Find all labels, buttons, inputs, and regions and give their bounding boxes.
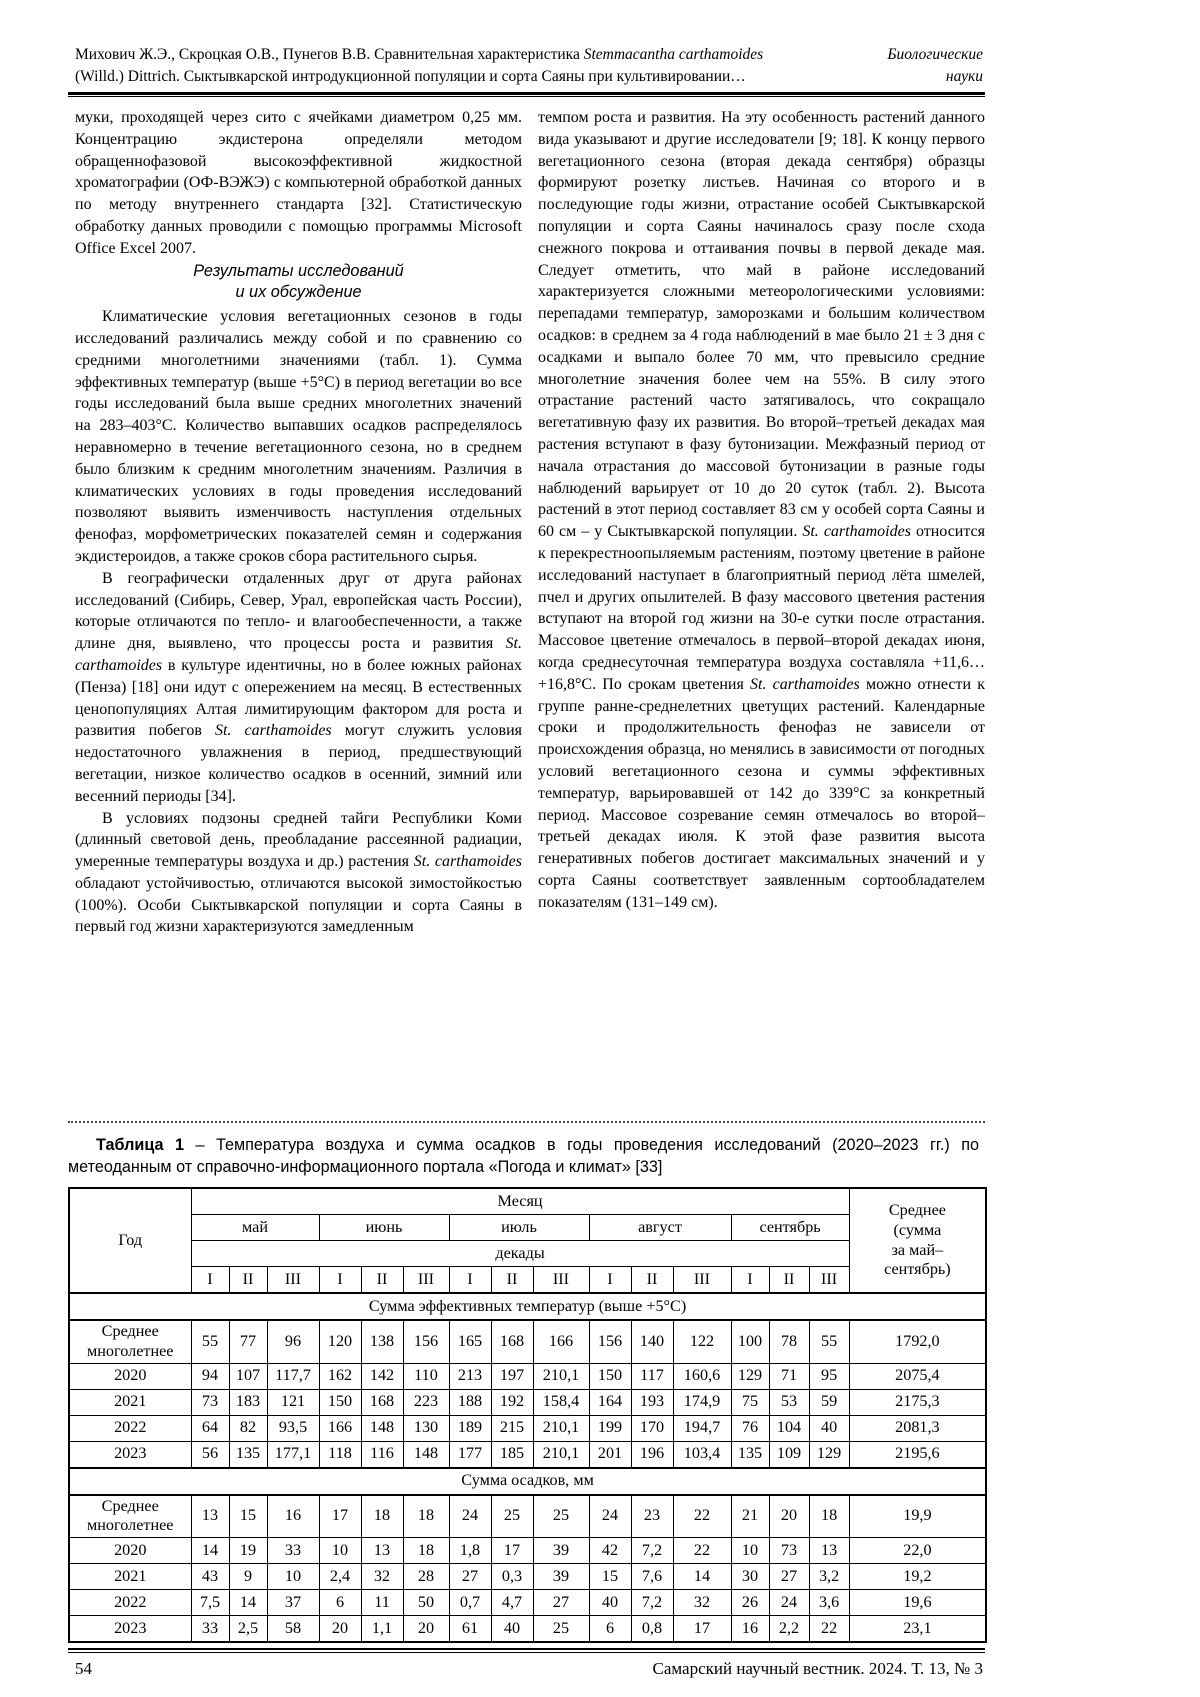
data-cell: 20 bbox=[403, 1616, 449, 1643]
text-run: В географически отдаленных друг от друга районах исследований (Сибирь, Север, Урал, европейская часть России), которые отличаются по тепло- и влагообеспеченности, а также длине дня, выявлено, что процессы роста и развития bbox=[75, 569, 522, 653]
data-cell: 162 bbox=[319, 1363, 361, 1389]
month-header: сентябрь bbox=[731, 1215, 849, 1241]
decade-header: I bbox=[731, 1267, 769, 1294]
table-caption-text: – Температура воздуха и сумма осадков в годы проведения исследований (2020–2023 гг.) по метеоданным от справочно-информационного портала «Погода и климат» [33] bbox=[68, 1136, 980, 1176]
data-cell: 164 bbox=[589, 1389, 631, 1415]
text-run: можно отнести к группе ранне-среднелетних цветущих растений. Календарные сроки и продолжительность фенофаз не зависели от происхождения образца, но менялись в зависимости от погодных условий вегетационного сезона и суммы эффективных температур, варьировавшей от 142 до 339°С за конкретный период. Массовое созревание семян отмечалось во второй–третьей декадах июля. К этой фазе развития высота генеративных побегов достигает максимальных значений и у сорта Саяны соответствует заявленным сортообладателем показателям (131–149 см). bbox=[538, 675, 985, 911]
data-cell: 2,4 bbox=[319, 1564, 361, 1590]
data-cell: 93,5 bbox=[267, 1415, 319, 1441]
header-rule bbox=[68, 92, 985, 97]
data-cell: 0,7 bbox=[449, 1590, 491, 1616]
data-cell: 13 bbox=[361, 1538, 403, 1564]
data-cell: 59 bbox=[809, 1389, 849, 1415]
section-title: Сумма эффективных температур (выше +5°С) bbox=[69, 1293, 986, 1320]
table-row bbox=[69, 1363, 986, 1389]
decade-header: III bbox=[267, 1267, 319, 1294]
right-column bbox=[538, 107, 985, 1011]
body-columns bbox=[68, 107, 985, 1011]
paper-page bbox=[68, 44, 985, 1679]
data-cell: 140 bbox=[631, 1320, 673, 1363]
data-cell: 37 bbox=[267, 1590, 319, 1616]
species-name: St. carthamoides bbox=[750, 675, 860, 693]
month-header: август bbox=[589, 1215, 731, 1241]
year-column-header: Год bbox=[69, 1188, 191, 1293]
data-cell: 32 bbox=[361, 1564, 403, 1590]
running-header-section bbox=[848, 44, 983, 88]
year-cell: 2020 bbox=[69, 1363, 191, 1389]
data-cell: 78 bbox=[769, 1320, 809, 1363]
data-cell: 117 bbox=[631, 1363, 673, 1389]
mean-column-header: Среднее (сумма за май– сентябрь) bbox=[849, 1188, 986, 1293]
footer-rule bbox=[68, 1648, 985, 1653]
mean-cell: 19,6 bbox=[849, 1590, 986, 1616]
decade-header: I bbox=[449, 1267, 491, 1294]
text-run: темпом роста и развития. На эту особенность растений данного вида указывают и другие исследователи [9; 18]. К концу первого вегетационного сезона (вторая декада сентября) образцы формируют розетку листьев. Начиная со второго и в последующие годы жизни, отрастание особей Сыктывкарской популяции и сорта Саяны начиналось сразу после схода снежного покрова и оттаивания почвы в первой декаде мая. Следует отметить, что май в районе исследований характеризуется сложными метеорологическими условиями: перепадами температур, заморозками и большим количеством осадков: в среднем за 4 года наблюдений в мае было 21 ± 3 дня с осадками и выпало более 70 мм, что превысило средние многолетние значения более чем на 55%. В силу этого отрастание растений часто затягивалось, что сокращало вегетативную фазу их развития. Во второй–третьей декадах мая растения вступают в фазу бутонизации. Межфазный период от начала отрастания до массовой бутонизации в разные годы наблюдений варьирует от 10 до 20 суток (табл. 2). Высота растений в этот период составляет 83 см у особей сорта Саяны и 60 см – у Сыктывкарской популяции. bbox=[538, 109, 985, 541]
data-cell: 188 bbox=[449, 1389, 491, 1415]
year-cell: 2021 bbox=[69, 1564, 191, 1590]
data-cell: 56 bbox=[191, 1441, 229, 1468]
month-group-header: Месяц bbox=[191, 1188, 849, 1215]
data-cell: 14 bbox=[673, 1564, 731, 1590]
text-run: могут служить условия недостаточного увлажнения в период, предшествующий вегетации, низкое количество осадков в осенний, зимний или весенний периоды [34]. bbox=[75, 722, 522, 805]
data-cell: 17 bbox=[319, 1495, 361, 1538]
data-cell: 122 bbox=[673, 1320, 731, 1363]
data-cell: 39 bbox=[533, 1538, 589, 1564]
data-cell: 7,2 bbox=[631, 1590, 673, 1616]
table-header-row bbox=[69, 1188, 986, 1215]
data-cell: 16 bbox=[267, 1495, 319, 1538]
data-cell: 20 bbox=[319, 1616, 361, 1643]
data-cell: 215 bbox=[491, 1415, 533, 1441]
data-cell: 53 bbox=[769, 1389, 809, 1415]
data-cell: 71 bbox=[769, 1363, 809, 1389]
page-footer bbox=[68, 1659, 985, 1679]
data-cell: 24 bbox=[589, 1495, 631, 1538]
month-header: июнь bbox=[319, 1215, 449, 1241]
year-cell: Среднее многолетнее bbox=[69, 1320, 191, 1363]
mean-cell: 22,0 bbox=[849, 1538, 986, 1564]
data-cell: 40 bbox=[809, 1415, 849, 1441]
decade-header: II bbox=[361, 1267, 403, 1294]
paragraph bbox=[538, 107, 985, 913]
month-header: май bbox=[191, 1215, 319, 1241]
decades-label-row bbox=[69, 1241, 986, 1267]
section-heading-line: Результаты исследований bbox=[193, 261, 404, 280]
decade-header: II bbox=[491, 1267, 533, 1294]
data-cell: 27 bbox=[769, 1564, 809, 1590]
paragraph bbox=[75, 107, 522, 260]
data-cell: 76 bbox=[731, 1415, 769, 1441]
decade-header: III bbox=[673, 1267, 731, 1294]
data-cell: 15 bbox=[589, 1564, 631, 1590]
data-cell: 58 bbox=[267, 1616, 319, 1643]
table-separator-rule bbox=[68, 1121, 985, 1123]
data-cell: 21 bbox=[731, 1495, 769, 1538]
data-cell: 23 bbox=[631, 1495, 673, 1538]
data-cell: 18 bbox=[403, 1538, 449, 1564]
data-cell: 213 bbox=[449, 1363, 491, 1389]
text-run: Михович Ж.Э., Скроцкая О.В., Пунегов В.В. Сравнительная характеристика bbox=[75, 46, 584, 63]
data-cell: 33 bbox=[267, 1538, 319, 1564]
data-cell: 1,8 bbox=[449, 1538, 491, 1564]
running-header bbox=[68, 44, 985, 88]
page-number: 54 bbox=[75, 1659, 92, 1679]
data-cell: 43 bbox=[191, 1564, 229, 1590]
data-cell: 196 bbox=[631, 1441, 673, 1468]
data-cell: 109 bbox=[769, 1441, 809, 1468]
table-row bbox=[69, 1415, 986, 1441]
data-cell: 25 bbox=[533, 1616, 589, 1643]
data-cell: 73 bbox=[769, 1538, 809, 1564]
year-cell: 2021 bbox=[69, 1389, 191, 1415]
data-cell: 3,2 bbox=[809, 1564, 849, 1590]
data-cell: 73 bbox=[191, 1389, 229, 1415]
data-cell: 110 bbox=[403, 1363, 449, 1389]
data-cell: 15 bbox=[229, 1495, 267, 1538]
table-row bbox=[69, 1590, 986, 1616]
data-cell: 13 bbox=[809, 1538, 849, 1564]
data-cell: 28 bbox=[403, 1564, 449, 1590]
data-cell: 170 bbox=[631, 1415, 673, 1441]
data-cell: 26 bbox=[731, 1590, 769, 1616]
data-cell: 95 bbox=[809, 1363, 849, 1389]
decade-header: I bbox=[319, 1267, 361, 1294]
data-cell: 2,5 bbox=[229, 1616, 267, 1643]
text-run: В условиях подзоны средней тайги Республики Коми (длинный световой день, преобладание рассеянной радиации, умеренные температуры воздуха и др.) растения bbox=[75, 809, 522, 871]
data-cell: 0,3 bbox=[491, 1564, 533, 1590]
data-cell: 148 bbox=[361, 1415, 403, 1441]
species-name: St. carthamoides bbox=[413, 853, 523, 871]
decade-header: I bbox=[191, 1267, 229, 1294]
decade-header: III bbox=[533, 1267, 589, 1294]
data-cell: 201 bbox=[589, 1441, 631, 1468]
data-cell: 16 bbox=[731, 1616, 769, 1643]
data-cell: 10 bbox=[319, 1538, 361, 1564]
section-title-row bbox=[69, 1468, 986, 1495]
data-cell: 160,6 bbox=[673, 1363, 731, 1389]
decade-header: III bbox=[809, 1267, 849, 1294]
table-row bbox=[69, 1441, 986, 1468]
mean-cell: 2175,3 bbox=[849, 1389, 986, 1415]
mean-cell: 2075,4 bbox=[849, 1363, 986, 1389]
decades-label: декады bbox=[191, 1241, 849, 1267]
section-title: Сумма осадков, мм bbox=[69, 1468, 986, 1495]
data-cell: 117,7 bbox=[267, 1363, 319, 1389]
data-cell: 177 bbox=[449, 1441, 491, 1468]
data-cell: 22 bbox=[673, 1538, 731, 1564]
data-cell: 194,7 bbox=[673, 1415, 731, 1441]
data-cell: 10 bbox=[267, 1564, 319, 1590]
data-cell: 14 bbox=[191, 1538, 229, 1564]
data-cell: 82 bbox=[229, 1415, 267, 1441]
decade-header: II bbox=[229, 1267, 267, 1294]
mean-cell: 23,1 bbox=[849, 1616, 986, 1643]
data-cell: 94 bbox=[191, 1363, 229, 1389]
data-cell: 55 bbox=[809, 1320, 849, 1363]
text-run: в культуре идентичны, но в более южных районах (Пенза) [18] они идут с опережением на месяц. В естественных ценопопуляциях Алтая лимитирующим фактором для роста и развития побегов bbox=[75, 656, 522, 740]
table-row bbox=[69, 1538, 986, 1564]
data-cell: 165 bbox=[449, 1320, 491, 1363]
data-cell: 199 bbox=[589, 1415, 631, 1441]
data-cell: 50 bbox=[403, 1590, 449, 1616]
year-cell: 2022 bbox=[69, 1590, 191, 1616]
species-name: Stemmacantha carthamoides bbox=[583, 46, 764, 63]
data-cell: 17 bbox=[491, 1538, 533, 1564]
data-cell: 185 bbox=[491, 1441, 533, 1468]
left-column bbox=[75, 107, 522, 1011]
data-cell: 192 bbox=[491, 1389, 533, 1415]
month-header: июль bbox=[449, 1215, 589, 1241]
running-header-line1 bbox=[75, 44, 848, 66]
data-cell: 148 bbox=[403, 1441, 449, 1468]
data-cell: 96 bbox=[267, 1320, 319, 1363]
data-cell: 18 bbox=[361, 1495, 403, 1538]
running-header-title bbox=[75, 44, 848, 88]
data-cell: 6 bbox=[589, 1616, 631, 1643]
decade-header: II bbox=[769, 1267, 809, 1294]
table-row bbox=[69, 1495, 986, 1538]
text-run: муки, проходящей через сито с ячейками диаметром 0,25 мм. Концентрацию экдистерона определяли методом обращеннофазовой высокоэффективной жидкостной хроматографии (ОФ-ВЭЖЭ) с компьютерной обработкой данных по методу внутреннего стандарта [32]. Статистическую обработку данных проводили с помощью программы Microsoft Office Excel 2007. bbox=[75, 109, 522, 257]
data-cell: 55 bbox=[191, 1320, 229, 1363]
data-cell: 183 bbox=[229, 1389, 267, 1415]
year-cell: 2022 bbox=[69, 1415, 191, 1441]
data-cell: 135 bbox=[229, 1441, 267, 1468]
paragraph bbox=[75, 568, 522, 808]
climate-table bbox=[68, 1187, 987, 1643]
data-cell: 156 bbox=[403, 1320, 449, 1363]
running-header-line2 bbox=[75, 66, 848, 88]
data-cell: 223 bbox=[403, 1389, 449, 1415]
year-cell: 2020 bbox=[69, 1538, 191, 1564]
data-cell: 7,2 bbox=[631, 1538, 673, 1564]
data-cell: 17 bbox=[673, 1616, 731, 1643]
data-cell: 0,8 bbox=[631, 1616, 673, 1643]
data-cell: 1,1 bbox=[361, 1616, 403, 1643]
months-row bbox=[69, 1215, 986, 1241]
data-cell: 150 bbox=[589, 1363, 631, 1389]
mean-cell: 19,9 bbox=[849, 1495, 986, 1538]
data-cell: 9 bbox=[229, 1564, 267, 1590]
data-cell: 107 bbox=[229, 1363, 267, 1389]
data-cell: 40 bbox=[491, 1616, 533, 1643]
data-cell: 135 bbox=[731, 1441, 769, 1468]
data-cell: 104 bbox=[769, 1415, 809, 1441]
data-cell: 189 bbox=[449, 1415, 491, 1441]
data-cell: 27 bbox=[449, 1564, 491, 1590]
mean-cell: 1792,0 bbox=[849, 1320, 986, 1363]
data-cell: 210,1 bbox=[533, 1363, 589, 1389]
data-cell: 142 bbox=[361, 1363, 403, 1389]
table-row bbox=[69, 1320, 986, 1363]
data-cell: 64 bbox=[191, 1415, 229, 1441]
data-cell: 25 bbox=[533, 1495, 589, 1538]
data-cell: 210,1 bbox=[533, 1441, 589, 1468]
text-run: (Willd.) Dittrich. Сыктывкарской интродукционной популяции и сорта Саяны при культивировании… bbox=[75, 68, 746, 85]
table-row bbox=[69, 1564, 986, 1590]
data-cell: 174,9 bbox=[673, 1389, 731, 1415]
data-cell: 177,1 bbox=[267, 1441, 319, 1468]
data-cell: 32 bbox=[673, 1590, 731, 1616]
data-cell: 22 bbox=[809, 1616, 849, 1643]
data-cell: 13 bbox=[191, 1495, 229, 1538]
data-cell: 27 bbox=[533, 1590, 589, 1616]
decade-header: II bbox=[631, 1267, 673, 1294]
data-cell: 118 bbox=[319, 1441, 361, 1468]
data-cell: 7,6 bbox=[631, 1564, 673, 1590]
section-name-line1: Биологические bbox=[887, 46, 983, 63]
table-caption-label: Таблица 1 bbox=[96, 1136, 184, 1154]
data-cell: 25 bbox=[491, 1495, 533, 1538]
decade-header: I bbox=[589, 1267, 631, 1294]
data-cell: 33 bbox=[191, 1616, 229, 1643]
species-name: St. carthamoides bbox=[802, 523, 911, 541]
data-cell: 18 bbox=[403, 1495, 449, 1538]
data-cell: 18 bbox=[809, 1495, 849, 1538]
species-name: St. carthamoides bbox=[214, 722, 332, 740]
data-cell: 129 bbox=[731, 1363, 769, 1389]
data-cell: 40 bbox=[589, 1590, 631, 1616]
data-cell: 19 bbox=[229, 1538, 267, 1564]
data-cell: 4,7 bbox=[491, 1590, 533, 1616]
data-cell: 24 bbox=[449, 1495, 491, 1538]
data-cell: 166 bbox=[533, 1320, 589, 1363]
year-cell: 2023 bbox=[69, 1616, 191, 1643]
data-cell: 2,2 bbox=[769, 1616, 809, 1643]
year-cell: Среднее многолетнее bbox=[69, 1495, 191, 1538]
mean-cell: 2195,6 bbox=[849, 1441, 986, 1468]
data-cell: 116 bbox=[361, 1441, 403, 1468]
data-cell: 168 bbox=[361, 1389, 403, 1415]
data-cell: 14 bbox=[229, 1590, 267, 1616]
data-cell: 6 bbox=[319, 1590, 361, 1616]
data-cell: 75 bbox=[731, 1389, 769, 1415]
table-caption bbox=[68, 1135, 985, 1178]
data-cell: 210,1 bbox=[533, 1415, 589, 1441]
data-cell: 138 bbox=[361, 1320, 403, 1363]
data-cell: 103,4 bbox=[673, 1441, 731, 1468]
mean-cell: 2081,3 bbox=[849, 1415, 986, 1441]
data-cell: 7,5 bbox=[191, 1590, 229, 1616]
data-cell: 10 bbox=[731, 1538, 769, 1564]
data-cell: 11 bbox=[361, 1590, 403, 1616]
section-title-row bbox=[69, 1293, 986, 1320]
species-name: St. carthamoides bbox=[75, 635, 522, 674]
data-cell: 77 bbox=[229, 1320, 267, 1363]
data-cell: 193 bbox=[631, 1389, 673, 1415]
data-cell: 129 bbox=[809, 1441, 849, 1468]
table-row bbox=[69, 1389, 986, 1415]
journal-reference: Самарский научный вестник. 2024. Т. 13, № 3 bbox=[652, 1659, 983, 1679]
decade-header: III bbox=[403, 1267, 449, 1294]
text-run: относится к перекрестноопыляемым растениям, поэтому цветение в районе исследований наступает в благоприятный период лёта шмелей, пчел и других опылителей. В фазу массового цветения растения вступают на второй год жизни на 30-е сутки после отрастания. Массовое цветение отмечалось в первой–второй декадах июня, когда среднесуточная температура воздуха составляла +11,6…+16,8°С. По срокам цветения bbox=[538, 523, 985, 693]
section-heading-line: и их обсуждение bbox=[235, 283, 362, 302]
data-cell: 24 bbox=[769, 1590, 809, 1616]
data-cell: 30 bbox=[731, 1564, 769, 1590]
data-cell: 156 bbox=[589, 1320, 631, 1363]
decade-numbers-row bbox=[69, 1267, 986, 1294]
data-cell: 39 bbox=[533, 1564, 589, 1590]
paragraph bbox=[75, 306, 522, 568]
section-name-line2: науки bbox=[945, 68, 983, 85]
mean-cell: 19,2 bbox=[849, 1564, 986, 1590]
section-heading bbox=[75, 261, 522, 305]
data-cell: 166 bbox=[319, 1415, 361, 1441]
text-run: обладают устойчивостью, отличаются высокой зимостойкостью (100%). Особи Сыктывкарской популяции и сорта Саяны в первый год жизни характеризуются замедленным bbox=[75, 874, 522, 936]
data-cell: 3,6 bbox=[809, 1590, 849, 1616]
paragraph bbox=[75, 808, 522, 939]
data-cell: 121 bbox=[267, 1389, 319, 1415]
data-cell: 20 bbox=[769, 1495, 809, 1538]
data-cell: 150 bbox=[319, 1389, 361, 1415]
data-cell: 158,4 bbox=[533, 1389, 589, 1415]
data-cell: 42 bbox=[589, 1538, 631, 1564]
data-cell: 197 bbox=[491, 1363, 533, 1389]
text-run: Климатические условия вегетационных сезонов в годы исследований различались между собой и по сравнению со средними многолетними значениями (табл. 1). Сумма эффективных температур (выше +5°С) в период вегетации во все годы исследований была выше средних многолетних значений на 283–403°С. Количество выпавших осадков распределялось неравномерно в течение вегетационного сезона, но в среднем было близким к средним многолетним значениям. Различия в климатических условиях в годы проведения исследований позволяют выявить изменчивость наступления отдельных фенофаз, морфометрических показателей семян и содержания экдистероидов, а также сроков сбора растительного сырья. bbox=[75, 308, 522, 565]
data-cell: 22 bbox=[673, 1495, 731, 1538]
data-cell: 168 bbox=[491, 1320, 533, 1363]
data-cell: 100 bbox=[731, 1320, 769, 1363]
data-cell: 120 bbox=[319, 1320, 361, 1363]
table-row bbox=[69, 1616, 986, 1643]
data-cell: 130 bbox=[403, 1415, 449, 1441]
data-cell: 61 bbox=[449, 1616, 491, 1643]
year-cell: 2023 bbox=[69, 1441, 191, 1468]
